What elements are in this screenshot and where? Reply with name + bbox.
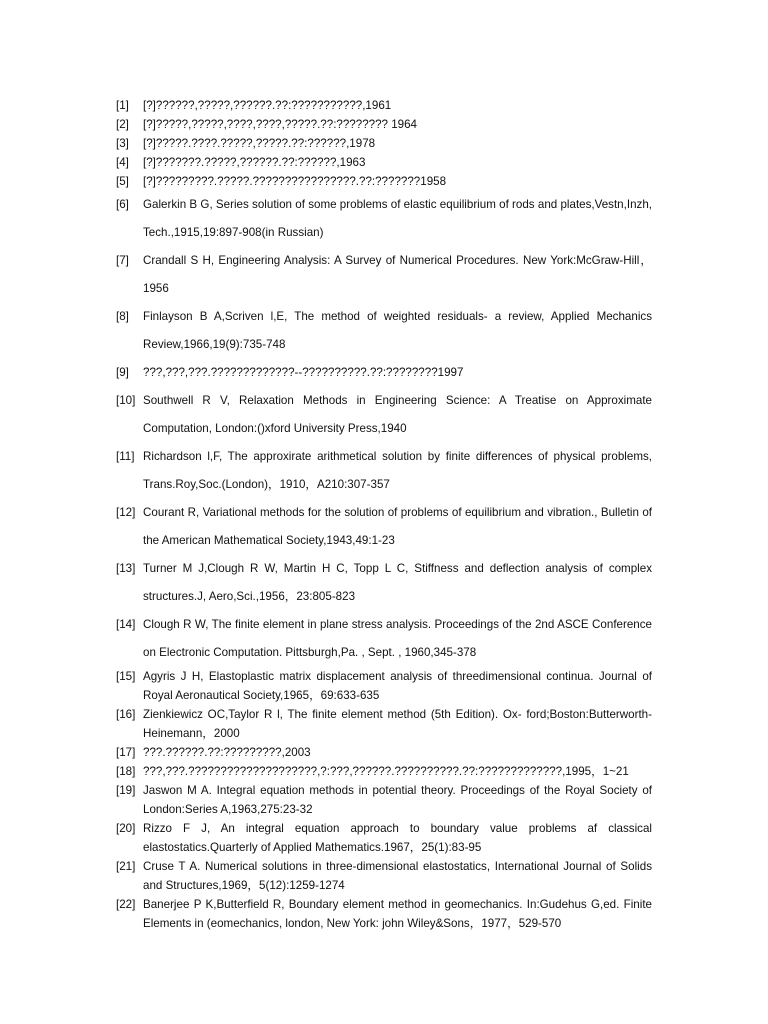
reference-number: [14] xyxy=(116,618,136,631)
reference-text: Rizzo F J, An integral equation approach to boundary value problems af classical elastostatics.Quarterly of Applied Mathematics.1967，25(1):83-95 xyxy=(143,822,652,854)
reference-text: Banerjee P K,Butterfield R, Boundary element method in geomechanics. In:Gudehus G,ed. Finite Elements in (eomechanics, london, New York: john Wiley&Sons，1977，529-570 xyxy=(143,898,652,930)
reference-item xyxy=(116,191,652,247)
reference-number: [21] xyxy=(116,860,136,873)
reference-number: [5] xyxy=(116,175,129,188)
reference-text: ???,???,???.?????????????--??????????.??:????????1997 xyxy=(143,366,464,379)
reference-number: [13] xyxy=(116,562,136,575)
reference-number: [8] xyxy=(116,310,129,323)
reference-number: [6] xyxy=(116,198,129,211)
reference-item xyxy=(116,611,652,667)
reference-item xyxy=(116,172,652,191)
reference-text: Agyris J H, Elastoplastic matrix displacement analysis of threedimensional continua. Journal of Royal Aeronautical Society,1965，69:633-635 xyxy=(143,670,652,702)
reference-item xyxy=(116,387,652,443)
reference-text: Zienkiewicz OC,Taylor R l, The finite element method (5th Edition). Ox- ford;Boston:Butterworth-Heinemann，2000 xyxy=(143,708,652,740)
reference-text: Galerkin B G, Series solution of some problems of elastic equilibrium of rods and plates,Vestn,Inzh, Tech.,1915,19:897-908(in Russian) xyxy=(143,198,652,239)
reference-item xyxy=(116,303,652,359)
reference-number: [19] xyxy=(116,784,136,797)
reference-item xyxy=(116,153,652,172)
reference-text: [?]?????,?????,????,????,?????.??:???????? 1964 xyxy=(143,118,418,131)
reference-text: Clough R W, The finite element in plane stress analysis. Proceedings of the 2nd ASCE Conference on Electronic Computation. Pittsburgh,Pa. , Sept. , 1960,345-378 xyxy=(143,618,652,659)
reference-item xyxy=(116,705,652,743)
reference-text: Courant R, Variational methods for the solution of problems of equilibrium and vibration., Bulletin of the American Mathematical Society,1943,49:1-23 xyxy=(143,506,652,547)
reference-text: Turner M J,Clough R W, Martin H C, Topp L C, Stiffness and deflection analysis of complex structures.J, Aero,Sci.,1956，23:805-823 xyxy=(143,562,652,603)
reference-text: ???.??????.??:?????????,2003 xyxy=(143,746,311,759)
reference-item xyxy=(116,115,652,134)
reference-number: [16] xyxy=(116,708,136,721)
reference-number: [2] xyxy=(116,118,129,131)
reference-item xyxy=(116,96,652,115)
reference-number: [17] xyxy=(116,746,136,759)
reference-number: [12] xyxy=(116,506,136,519)
reference-item xyxy=(116,443,652,499)
reference-text: [?]?????????.?????.????????????????.??:???????1958 xyxy=(143,175,447,188)
reference-number: [9] xyxy=(116,366,129,379)
reference-text: [?]?????.????.?????,?????.??:??????,1978 xyxy=(143,137,376,150)
reference-item xyxy=(116,781,652,819)
reference-number: [1] xyxy=(116,99,129,112)
reference-list xyxy=(116,96,652,933)
reference-item xyxy=(116,762,652,781)
reference-number: [10] xyxy=(116,394,136,407)
reference-text: Cruse T A. Numerical solutions in three-dimensional elastostatics, International Journal of Solids and Structures,1969，5(12):1259-1274 xyxy=(143,860,652,892)
reference-number: [7] xyxy=(116,254,129,267)
reference-item xyxy=(116,857,652,895)
reference-number: [18] xyxy=(116,765,136,778)
reference-item xyxy=(116,499,652,555)
reference-number: [11] xyxy=(116,450,135,463)
reference-text: ???,???.????????????????????,?:???,??????.??????????.??:?????????????,1995，1~21 xyxy=(143,765,629,778)
reference-number: [15] xyxy=(116,670,136,683)
reference-item xyxy=(116,555,652,611)
reference-text: [?]??????,?????,??????.??:???????????,1961 xyxy=(143,99,392,112)
reference-number: [20] xyxy=(116,822,136,835)
reference-item xyxy=(116,895,652,933)
reference-number: [4] xyxy=(116,156,129,169)
reference-item xyxy=(116,247,652,303)
reference-text: Crandall S H, Engineering Analysis: A Survey of Numerical Procedures. New York:McGraw-Hill，1956 xyxy=(143,254,652,295)
reference-item xyxy=(116,667,652,705)
reference-number: [3] xyxy=(116,137,129,150)
reference-item xyxy=(116,134,652,153)
reference-item xyxy=(116,359,652,387)
reference-item xyxy=(116,819,652,857)
reference-text: Jaswon M A. Integral equation methods in potential theory. Proceedings of the Royal Society of London:Series A,1963,275:23-32 xyxy=(143,784,652,816)
reference-number: [22] xyxy=(116,898,136,911)
reference-text: Southwell R V, Relaxation Methods in Engineering Science: A Treatise on Approximate Computation, London:()xford University Press,1940 xyxy=(143,394,652,435)
reference-text: Richardson l,F, The approxirate arithmetical solution by finite differences of physical problems, Trans.Roy,Soc.(London)，1910，A210:307-357 xyxy=(143,450,652,491)
reference-item xyxy=(116,743,652,762)
reference-text: Finlayson B A,Scriven l,E, The method of weighted residuals- a review, Applied Mechanics Review,1966,19(9):735-748 xyxy=(143,310,652,351)
reference-text: [?]???????.?????,??????.??:??????,1963 xyxy=(143,156,366,169)
